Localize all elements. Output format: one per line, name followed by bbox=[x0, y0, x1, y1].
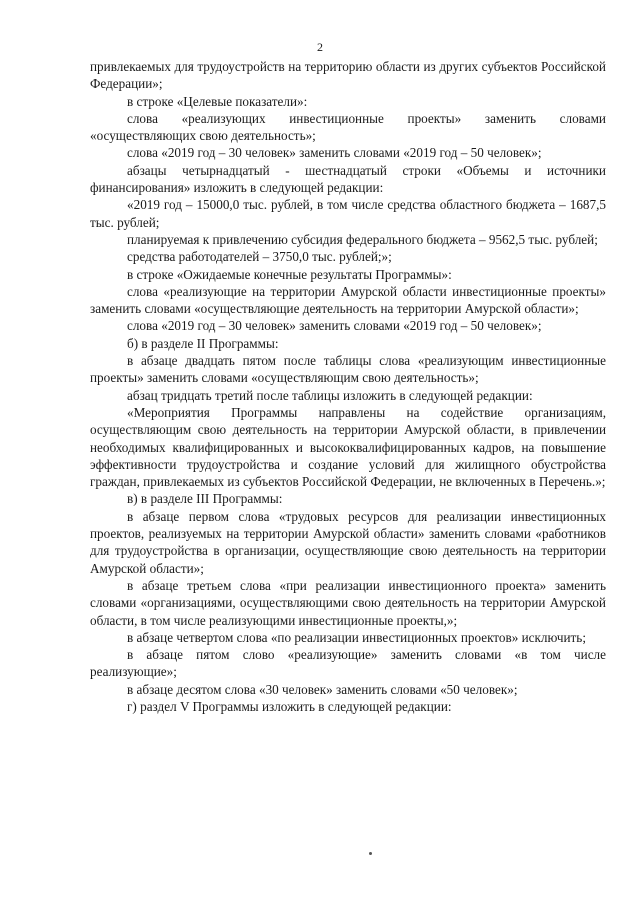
paragraph-target-indicators-words: слова «реализующих инвестиционные проекты» заменить словами «осуществляющих свою деятельность»; bbox=[90, 110, 606, 144]
paragraph-funding-employers: средства работодателей – 3750,0 тыс. рублей;»; bbox=[127, 249, 392, 265]
paragraph-target-indicators-heading: в строке «Целевые показатели»: bbox=[127, 93, 308, 109]
paragraph-funding-2019: «2019 год – 15000,0 тыс. рублей, в том числе средства областного бюджета – 1687,5 тыс. рублей; bbox=[90, 197, 606, 230]
paragraph-section-2-para-25: в абзаце двадцать пятом после таблицы слова «реализующим инвестиционные проекты» заменить словами «осуществляющим свою деятельность»; bbox=[90, 353, 606, 386]
paragraph-section-2-para-33-intro: абзац тридцать третий после таблицы изложить в следующей редакции: bbox=[127, 387, 533, 403]
document-body bbox=[90, 58, 606, 715]
paragraph-target-indicators-year: слова «2019 год – 30 человек» заменить словами «2019 год – 50 человек»; bbox=[127, 145, 542, 161]
paragraph-funding-federal: планируемая к привлечению субсидия федерального бюджета – 9562,5 тыс. рублей; bbox=[127, 231, 598, 247]
paragraph-expected-results-heading: в строке «Ожидаемые конечные результаты Программы»: bbox=[127, 266, 452, 282]
paragraph-section-2-heading: б) в разделе II Программы: bbox=[127, 335, 279, 351]
paragraph-section-3-heading: в) в разделе III Программы: bbox=[127, 491, 283, 507]
scan-speck bbox=[369, 852, 372, 855]
paragraph-section-3-para-5: в абзаце пятом слово «реализующие» заменить словами «в том числе реализующие»; bbox=[90, 647, 606, 680]
paragraph-section-3-para-1: в абзаце первом слова «трудовых ресурсов для реализации инвестиционных проектов, реализуемых на территории Амурской области» заменить словами «работников для трудоустройства в организации, осуществляющие свою деятельность на территории Амурской области»; bbox=[90, 508, 606, 576]
paragraph-expected-results-year: слова «2019 год – 30 человек» заменить словами «2019 год – 50 человек»; bbox=[127, 318, 542, 334]
paragraph-funding-intro: абзацы четырнадцатый - шестнадцатый строки «Объемы и источники финансирования» изложить в следующей редакции: bbox=[90, 162, 606, 196]
paragraph-section-3-para-10: в абзаце десятом слова «30 человек» заменить словами «50 человек»; bbox=[127, 681, 518, 697]
paragraph-section-3-para-4: в абзаце четвертом слова «по реализации инвестиционных проектов» исключить; bbox=[127, 629, 586, 645]
page-number: 2 bbox=[317, 40, 323, 54]
paragraph-section-2-para-33-text: «Мероприятия Программы направлены на содействие организациям, осуществляющим свою деятельность на территории Амурской области, в привлечении необходимых квалифицированных и высококвалифицированных кадров, на повышение эффективности трудоустройства и создание условий для жилищного обустройства граждан, привлекаемых из субъектов Российской Федерации, не включенных в Перечень.»; bbox=[90, 404, 606, 490]
paragraph-continuation: привлекаемых для трудоустройств на территорию области из других субъектов Российской Федерации»; bbox=[90, 59, 606, 92]
paragraph-section-3-para-3: в абзаце третьем слова «при реализации инвестиционного проекта» заменить словами «организациями, осуществляющими свою деятельность на территории Амурской области, в том числе реализующими инвестиционные проекты,»; bbox=[90, 577, 606, 628]
paragraph-section-5-heading: г) раздел V Программы изложить в следующей редакции: bbox=[127, 698, 452, 714]
paragraph-expected-results-words: слова «реализующие на территории Амурской области инвестиционные проекты» заменить словами «осуществляющие деятельность на территории Амурской области»; bbox=[90, 283, 606, 317]
